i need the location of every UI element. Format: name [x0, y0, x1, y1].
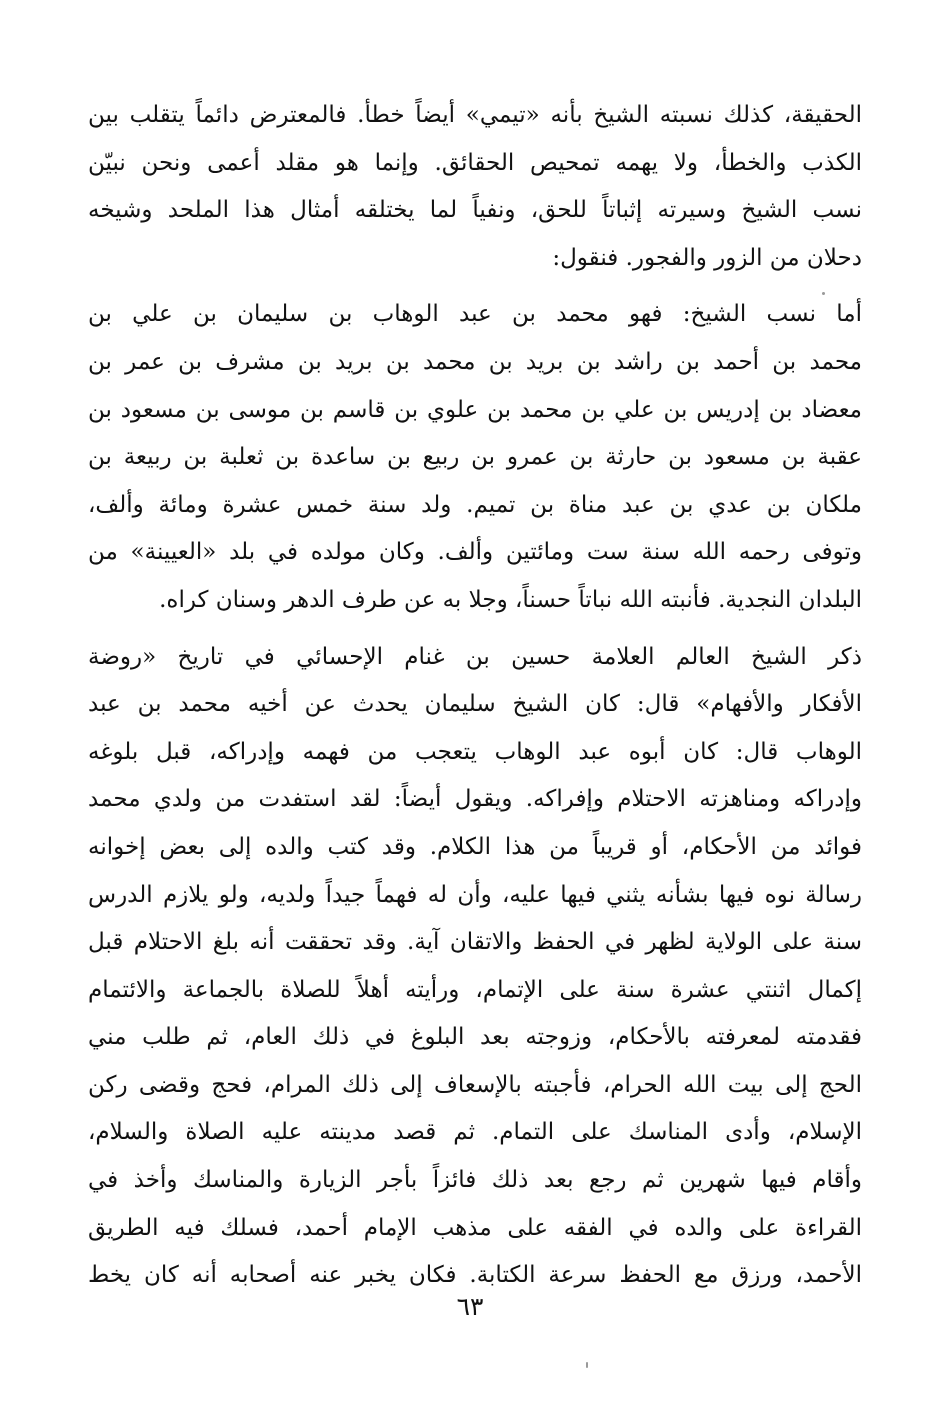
text-line: معضاد بن إدريس بن علي بن محمد بن علوي بن قاسم بن موسى بن مسعود بن [88, 396, 862, 423]
text-line: عقبة بن مسعود بن حارثة بن عمرو بن ربيع بن ساعدة بن ثعلبة بن ربيعة بن [88, 444, 862, 471]
body-text [88, 92, 862, 1300]
text-line: نسب الشيخ وسيرته إثباتاً للحق، ونفياً لما يختلقه أمثال هذا الملحد وشيخه [88, 197, 862, 224]
paragraph-spacer [88, 625, 862, 634]
text-line: الوهاب قال: كان أبوه عبد الوهاب يتعجب من فهمه وإدراكه، قبل بلوغه [88, 738, 862, 765]
text-line: سنة على الولاية لظهر في الحفظ والاتقان آية. وقد تحققت أنه بلغ الاحتلام قبل [88, 929, 862, 956]
text-line: الأفكار والأفهام» قال: كان الشيخ سليمان يحدث عن أخيه محمد بن عبد [88, 691, 862, 718]
text-line: دحلان من الزور والفجور. فنقول: [552, 244, 862, 271]
text-line: وأقام فيها شهرين ثم رجع بعد ذلك فائزاً بأجر الزيارة والمناسك وأخذ في [88, 1167, 862, 1194]
text-line: الحج إلى بيت الله الحرام، فأجبته بالإسعاف إلى ذلك المرام، فحج وقضى ركن [88, 1071, 862, 1098]
page-number: ٦٣ [456, 1292, 484, 1321]
text-line: رسالة نوه فيها بشأنه يثني فيها عليه، وأن له فهماً جيداً ولديه، ولو يلازم الدرس [88, 881, 862, 908]
scan-speck [822, 292, 825, 295]
text-line: أما نسب الشيخ: فهو محمد بن عبد الوهاب بن سليمان بن علي بن [88, 301, 862, 328]
text-line: فوائد من الأحكام، أو قريباً من هذا الكلام. وقد كتب والده إلى بعض إخوانه [88, 833, 862, 860]
text-line: محمد بن أحمد بن راشد بن بريد بن محمد بن بريد بن مشرف بن عمر بن [88, 348, 862, 375]
paragraph-intro [88, 92, 862, 282]
paragraph-spacer [88, 282, 862, 291]
text-line: إكمال اثنتي عشرة سنة على الإتمام، ورأيته أهلاً للصلاة بالجماعة والائتمام [88, 976, 862, 1003]
text-line: فقدمته لمعرفته بالأحكام، وزوجته بعد البلوغ في ذلك العام، ثم طلب مني [88, 1024, 862, 1051]
text-line: ملكان بن عدي بن عبد مناة بن تميم. ولد سنة خمس عشرة ومائة وألف، [88, 491, 862, 518]
text-line: الإسلام، وأدى المناسك على التمام. ثم قصد مدينته عليه الصلاة والسلام، [88, 1119, 862, 1146]
text-line: ذكر الشيخ العالم العلامة حسين بن غنام الإحسائي في تاريخ «روضة [88, 643, 862, 670]
text-line: وتوفى رحمه الله سنة ست ومائتين وألف. وكان مولده في بلد «العيينة» من [88, 539, 862, 566]
scan-speck [586, 1362, 588, 1368]
paragraph-biography [88, 634, 862, 1300]
text-line: القراءة على والده في الفقه على مذهب الإمام أحمد، فسلك فيه الطريق [88, 1214, 862, 1241]
text-line: البلدان النجدية. فأنبته الله نباتاً حسناً، وجلا به عن طرف الدهر وسنان كراه. [159, 586, 862, 613]
text-line: الكذب والخطأ، ولا يهمه تمحيص الحقائق. وإنما هو مقلد أعمى ونحن نبيّن [88, 149, 862, 176]
text-line: وإدراكه ومناهزته الاحتلام وإفراكه. ويقول أيضاً: لقد استفدت من ولدي محمد [88, 786, 862, 813]
paragraph-lineage [88, 291, 862, 624]
text-line: الحقيقة، كذلك نسبته الشيخ بأنه «تيمي» أيضاً خطأ. فالمعترض دائماً يتقلب بين [88, 102, 862, 128]
text-line: الأحمد، ورزق مع الحفظ سرعة الكتابة. فكان يخبر عنه أصحابه أنه كان يخط [88, 1262, 862, 1289]
